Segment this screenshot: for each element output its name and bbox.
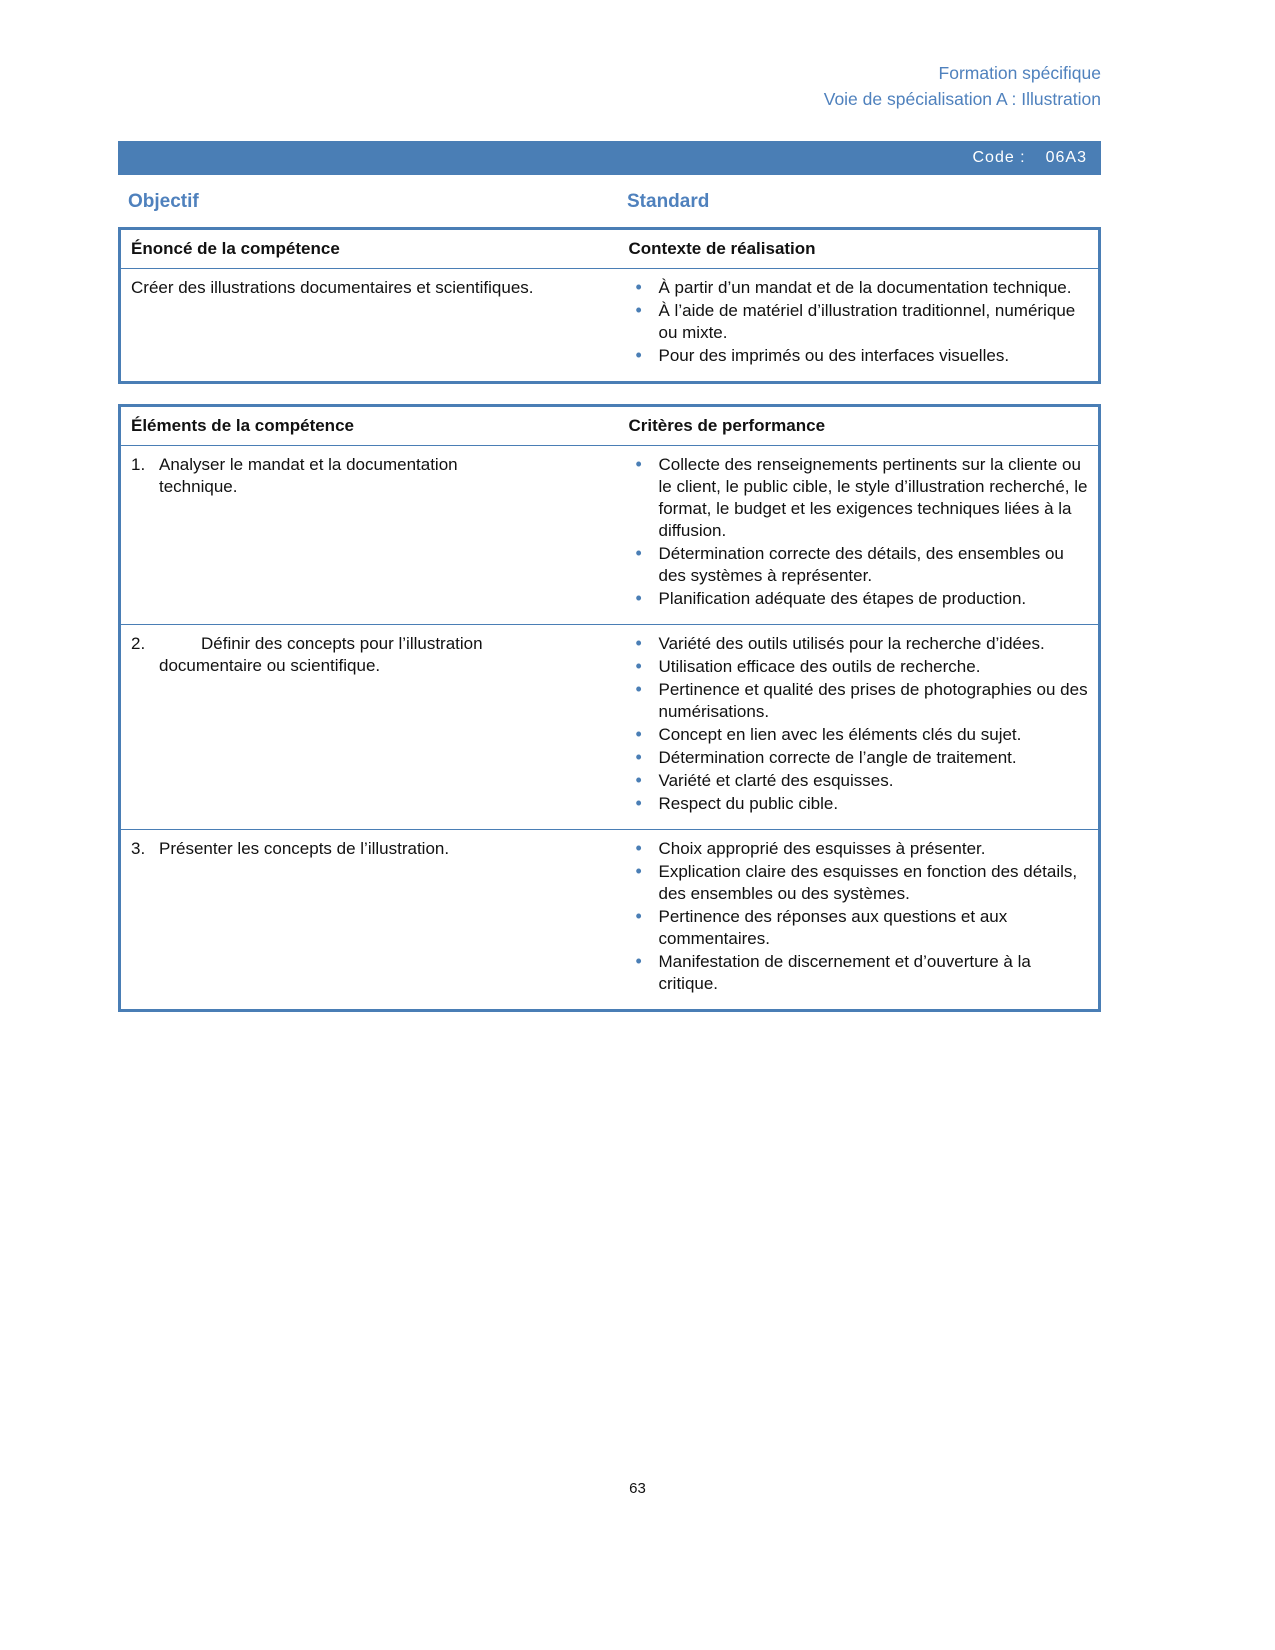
bullet-item: • Détermination correcte de l’angle de traitement. (629, 747, 1089, 769)
criteres-header-cell: Critères de performance (619, 406, 1100, 446)
table-row (120, 625, 1100, 830)
bullet-item: • Collecte des renseignements pertinents sur la cliente ou le client, le public cible, le style d’illustration recherché, le format, le budget et les exigences techniques liées à la diffusion. (629, 454, 1089, 542)
bullet-item: • Pour des imprimés ou des interfaces visuelles. (629, 345, 1089, 367)
table-row (120, 269, 1100, 383)
table-row (120, 446, 1100, 625)
element-item (131, 633, 609, 677)
item-number: 2. (131, 634, 146, 653)
bullet-item: • Variété et clarté des esquisses. (629, 770, 1089, 792)
code-bar (118, 141, 1101, 175)
competence-statement: Créer des illustrations documentaires et scientifiques. (120, 269, 619, 383)
element-cell (120, 446, 619, 625)
objectif-heading: Objectif (128, 191, 199, 212)
table-header-row (120, 229, 1100, 269)
item-text: Définir des concepts pour l’illustration documentaire ou scientifique. (159, 634, 483, 675)
table-header-row (120, 406, 1100, 446)
criteres-cell (619, 830, 1100, 1011)
enonce-competence-table (118, 227, 1101, 384)
item-text: Présenter les concepts de l’illustration. (159, 839, 450, 858)
document-header (118, 0, 1101, 112)
criteres-cell (619, 446, 1100, 625)
column-headings (118, 191, 1101, 213)
bullet-item: • Pertinence et qualité des prises de photographies ou des numérisations. (629, 679, 1089, 723)
item-number: 3. (131, 839, 146, 858)
page-content (118, 0, 1101, 1012)
code-value: 06A3 (1045, 149, 1087, 166)
criteres-cell (619, 625, 1100, 830)
bullet-list (629, 277, 1089, 367)
bullet-item: • Explication claire des esquisses en fonction des détails, des ensembles ou des systèmes. (629, 861, 1089, 905)
bullet-item: • Pertinence des réponses aux questions et aux commentaires. (629, 906, 1089, 950)
bullet-item: • Variété des outils utilisés pour la recherche d’idées. (629, 633, 1089, 655)
element-item (131, 454, 609, 498)
elements-competence-table (118, 404, 1101, 1012)
bullet-item: • Utilisation efficace des outils de recherche. (629, 656, 1089, 678)
bullet-item: • Respect du public cible. (629, 793, 1089, 815)
standard-heading: Standard (627, 191, 710, 212)
elements-header-cell: Éléments de la compétence (120, 406, 619, 446)
bullet-item: • Manifestation de discernement et d’ouverture à la critique. (629, 951, 1089, 995)
header-line-2: Voie de spécialisation A : Illustration (823, 89, 1101, 109)
bullet-item: • Planification adéquate des étapes de production. (629, 588, 1089, 610)
code-label: Code : (972, 149, 1026, 166)
element-cell (120, 830, 619, 1011)
enonce-header-cell: Énoncé de la compétence (120, 229, 619, 269)
bullet-item: • Choix approprié des esquisses à présenter. (629, 838, 1089, 860)
bullet-item: • Détermination correcte des détails, des ensembles ou des systèmes à représenter. (629, 543, 1089, 587)
element-item (131, 838, 609, 860)
bullet-list (629, 633, 1089, 815)
table-row (120, 830, 1100, 1011)
bullet-item: • À partir d’un mandat et de la documentation technique. (629, 277, 1089, 299)
bullet-list (629, 838, 1089, 995)
header-line-1: Formation spécifique (938, 63, 1101, 83)
bullet-item: • À l’aide de matériel d’illustration traditionnel, numérique ou mixte. (629, 300, 1089, 344)
contexte-header-cell: Contexte de réalisation (619, 229, 1100, 269)
contexte-cell (619, 269, 1100, 383)
page-number: 63 (629, 1480, 646, 1497)
bullet-item: • Concept en lien avec les éléments clés du sujet. (629, 724, 1089, 746)
element-cell (120, 625, 619, 830)
item-number: 1. (131, 455, 146, 474)
bullet-list (629, 454, 1089, 610)
item-text: Analyser le mandat et la documentation technique. (159, 455, 458, 496)
